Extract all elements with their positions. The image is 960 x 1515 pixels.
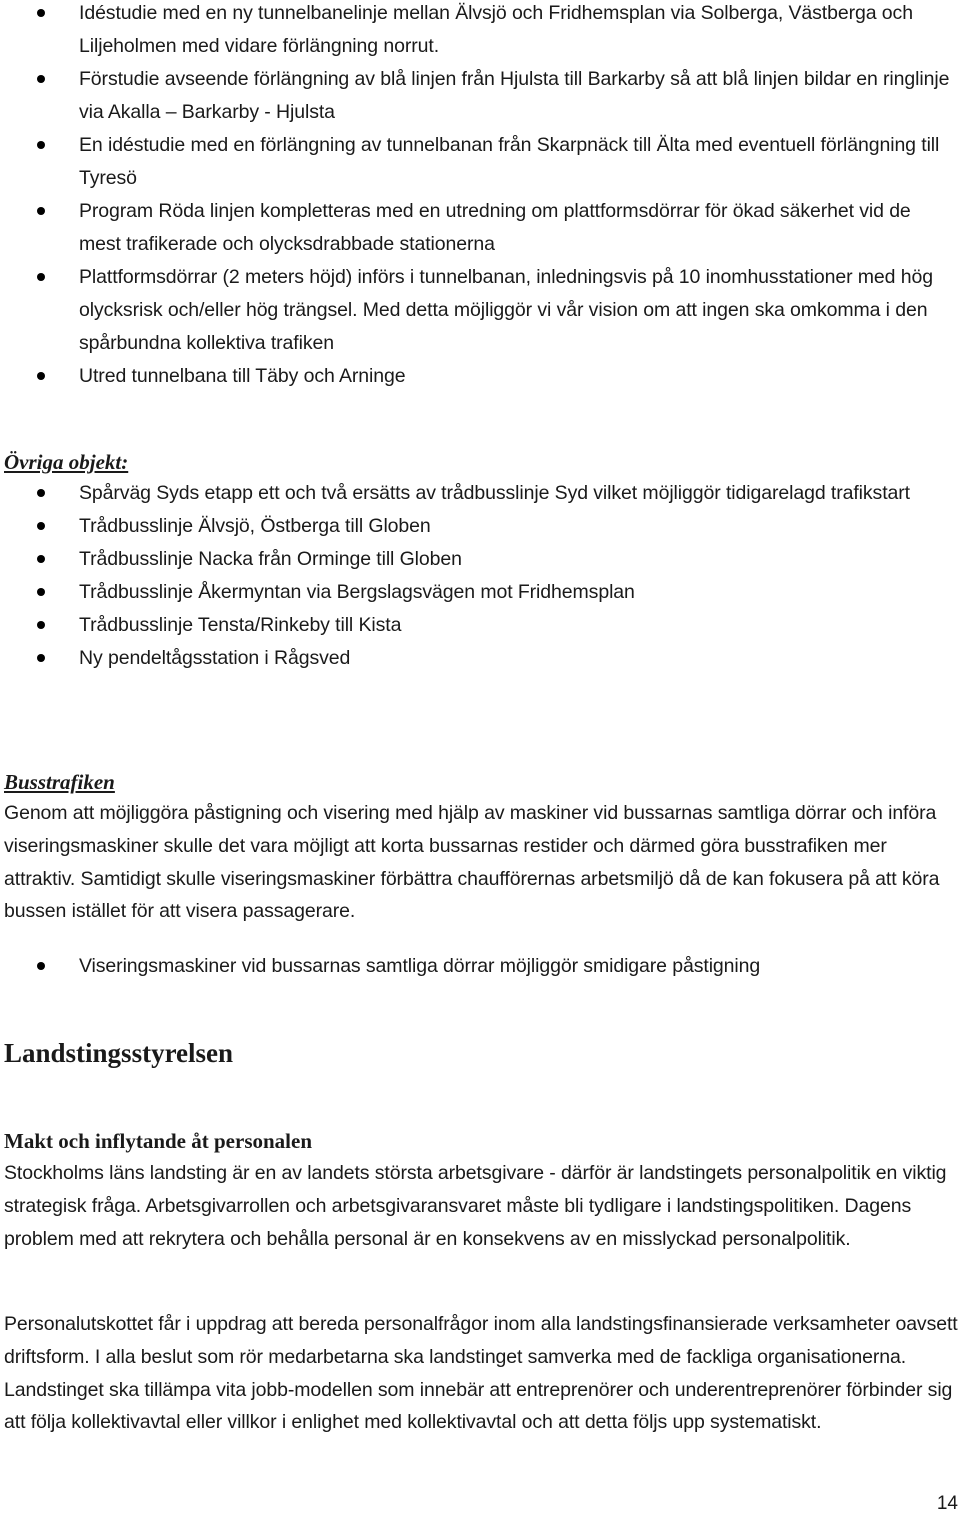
- bullet-icon: [37, 588, 45, 596]
- bullet-icon: [37, 9, 45, 17]
- list-item: Trådbusslinje Tensta/Rinkeby till Kista: [0, 609, 960, 642]
- bullet-icon: [37, 75, 45, 83]
- bullet-icon: [37, 555, 45, 563]
- tunnelbana-list: [0, 0, 960, 393]
- list-item: Ny pendeltågsstation i Rågsved: [0, 642, 960, 675]
- section-heading-busstrafiken: Busstrafiken: [4, 770, 115, 794]
- list-item: En idéstudie med en förlängning av tunnelbanan från Skarpnäck till Älta med eventuell förlängning till Tyresö: [0, 129, 960, 195]
- bullet-icon: [37, 489, 45, 497]
- list-item: Förstudie avseende förlängning av blå linjen från Hjulsta till Barkarby så att blå linjen bildar en ringlinje via Akalla – Barkarby - Hjulsta: [0, 63, 960, 129]
- page-number: 14: [936, 1493, 958, 1514]
- list-item: Utred tunnelbana till Täby och Arninge: [0, 360, 960, 393]
- ovriga-list: [0, 477, 960, 675]
- bullet-icon: [37, 141, 45, 149]
- subsection-title-makt: Makt och inflytande åt personalen: [4, 1129, 313, 1153]
- busstrafiken-paragraph: Genom att möjliggöra påstigning och visering med hjälp av maskiner vid bussarnas samtliga dörrar och införa viseringsmaskiner skulle det vara möjligt att korta bussarnas restider och därmed göra busstrafiken mer attraktiv. Samtidigt skulle viseringsmaskiner förbättra chaufförernas arbetsmiljö då de kan fokusera på att köra bussen istället för att visera passagerare.: [4, 802, 940, 923]
- list-item: Idéstudie med en ny tunnelbanelinje mellan Älvsjö och Fridhemsplan via Solberga, Västberga och Liljeholmen med vidare förlängning norrut.: [0, 0, 960, 63]
- bullet-icon: [37, 621, 45, 629]
- bullet-icon: [37, 207, 45, 215]
- bullet-icon: [37, 654, 45, 662]
- section-heading-ovriga: Övriga objekt:: [4, 450, 129, 474]
- list-item: Viseringsmaskiner vid bussarnas samtliga dörrar möjliggör smidigare påstigning: [0, 950, 960, 983]
- bullet-icon: [37, 372, 45, 380]
- list-item: Program Röda linjen kompletteras med en utredning om plattformsdörrar för ökad säkerhet vid de mest trafikerade och olycksdrabbade stationerna: [0, 195, 960, 261]
- list-item: Trådbusslinje Älvsjö, Östberga till Globen: [0, 510, 960, 543]
- bullet-icon: [37, 962, 45, 970]
- busstrafiken-list: [0, 950, 960, 983]
- list-item: Trådbusslinje Åkermyntan via Bergslagsvägen mot Fridhemsplan: [0, 576, 960, 609]
- section-title-landstingsstyrelsen: Landstingsstyrelsen: [4, 1038, 234, 1068]
- landstingsstyrelsen-paragraph-2: Personalutskottet får i uppdrag att bereda personalfrågor inom alla landstingsfinansierade verksamheter oavsett driftsform. I alla beslut som rör medarbetarna ska landstinget samverka med de fackliga organisationerna. Landstinget ska tillämpa vita jobb-modellen som innebär att entreprenörer och underentreprenörer förbinder sig att följa kollektivavtal eller villkor i enlighet med kollektivavtal och att detta följs upp systematiskt.: [4, 1313, 958, 1434]
- list-item: Plattformsdörrar (2 meters höjd) införs i tunnelbanan, inledningsvis på 10 inomhusstationer med hög olycksrisk och/eller hög trängsel. Med detta möjliggör vi vår vision om att ingen ska omkomma i den spårbundna kollektiva trafiken: [0, 261, 960, 360]
- list-item: Spårväg Syds etapp ett och två ersätts av trådbusslinje Syd vilket möjliggör tidigarelagd trafikstart: [0, 477, 960, 510]
- landstingsstyrelsen-paragraph-1: Stockholms läns landsting är en av landets största arbetsgivare - därför är landstingets personalpolitik en viktig strategisk fråga. Arbetsgivarrollen och arbetsgivaransvaret måste bli tydligare i landstingspolitiken. Dagens problem med att rekrytera och behålla personal är en konsekvens av en misslyckad personalpolitik.: [4, 1162, 947, 1250]
- bullet-icon: [37, 273, 45, 281]
- list-item: Trådbusslinje Nacka från Orminge till Globen: [0, 543, 960, 576]
- bullet-icon: [37, 522, 45, 530]
